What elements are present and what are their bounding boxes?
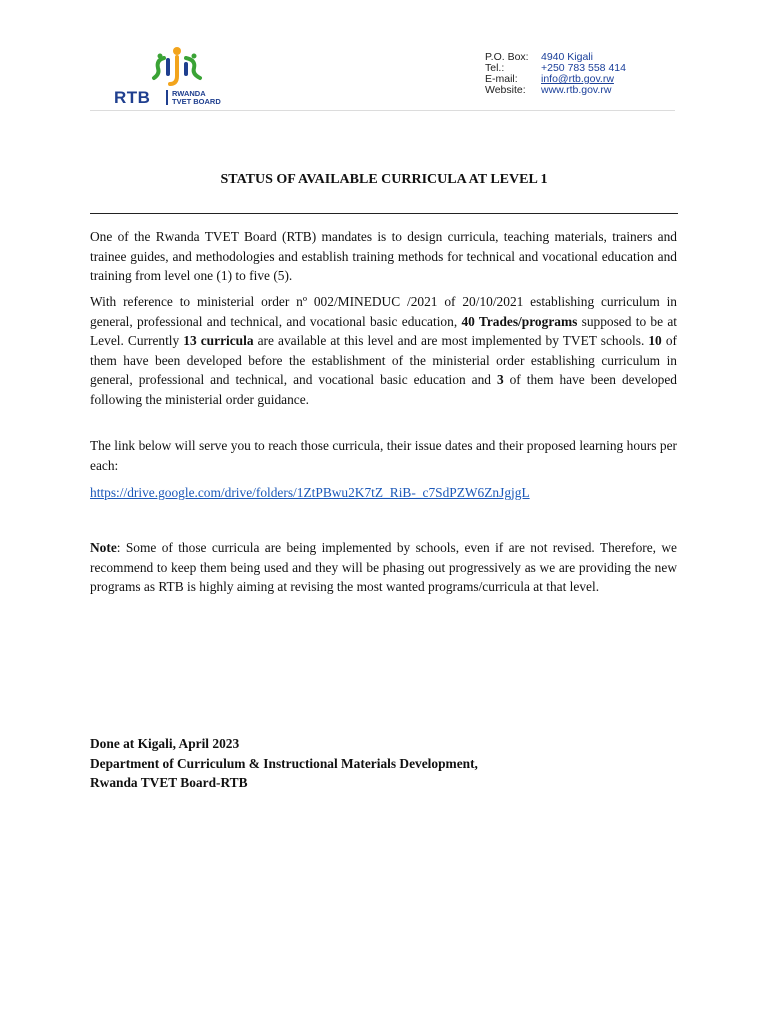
trades-count: 40 Trades/programs	[461, 313, 578, 329]
logo-name: RWANDA TVET BOARD	[172, 89, 221, 106]
contact-pobox: P.O. Box: 4940 Kigali	[485, 51, 593, 63]
contact-email: E-mail: info@rtb.gov.rw	[485, 73, 614, 85]
title-divider	[90, 213, 678, 214]
paragraph-reference: With reference to ministerial order nº 002/MINEDUC /2021 of 20/10/2021 establishing curriculum in general, professional and technical, and vocational basic education, 40 Trades/programs supposed to be at Level. Currently 13 curricula are available at this level and are most implemented by TVET schools. 10 of them have been developed before the establishment of the ministerial order establishing curriculum in general, professional and technical, and vocational basic education and 3 of them have been developed following the ministerial order guidance.	[90, 294, 678, 407]
signoff-organization: Rwanda TVET Board-RTB	[90, 775, 248, 790]
note-label: Note	[90, 540, 117, 555]
document-title: STATUS OF AVAILABLE CURRICULA AT LEVEL 1	[220, 172, 548, 187]
contact-block	[485, 52, 626, 96]
contact-website: Website: www.rtb.gov.rw	[485, 84, 612, 96]
website-link[interactable]: www.rtb.gov.rw	[541, 84, 612, 96]
curricula-drive-link[interactable]: https://drive.google.com/drive/folders/1ZtPBwu2K7tZ_RiB-_c7SdPZW6ZnJgjgL	[90, 485, 530, 500]
signoff-date: Done at Kigali, April 2023	[90, 736, 240, 751]
signoff-department: Department of Curriculum & Instructional Materials Development,	[90, 755, 478, 771]
before-count: 10	[648, 333, 662, 349]
letterhead	[90, 44, 675, 111]
after-count: 3	[496, 372, 504, 388]
logo-separator	[166, 90, 168, 105]
paragraph-link-intro: The link below will serve you to reach those curricula, their issue dates and their proposed learning hours per each:	[90, 438, 677, 473]
paragraph-mandate: One of the Rwanda TVET Board (RTB) mandates is to design curricula, teaching materials, trainers and trainee guides, and methodologies and establish training methods for technical and vocational education and training from level one (1) to five (5).	[90, 229, 677, 284]
link-paragraph	[90, 483, 677, 503]
rtb-logo-icon	[146, 46, 208, 90]
email-link[interactable]: info@rtb.gov.rw	[541, 73, 614, 85]
signoff-block	[90, 734, 478, 793]
paragraph-note: Note: Some of those curricula are being implemented by schools, even if are not revised. Therefore, we recommend to keep them being used and they will be phasing out progressively as we are providing the new programs as RTB is highly aiming at revising the most wanted programs/curricula at that level.	[90, 540, 677, 595]
curricula-count: 13 curricula	[183, 333, 254, 349]
logo-abbrev: RTB	[114, 88, 151, 107]
contact-tel: Tel.: +250 783 558 414	[485, 62, 626, 74]
